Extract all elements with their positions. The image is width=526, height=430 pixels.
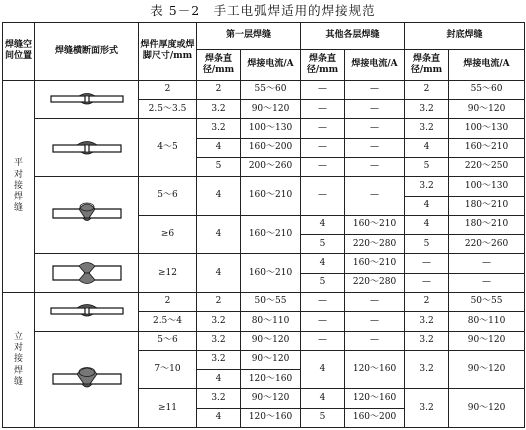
c1-16: 90～120 xyxy=(241,389,301,408)
c1-0: 55～60 xyxy=(241,80,301,99)
c3-8: 220～260 xyxy=(449,235,525,254)
header-diameter-2: 焊条直径/mm xyxy=(301,49,345,80)
d2-5: — xyxy=(301,177,345,216)
c2-0: — xyxy=(345,80,405,99)
thickness-11: 2 xyxy=(139,292,197,311)
d3-16: 3.2 xyxy=(405,389,449,428)
c3-0: 55～60 xyxy=(449,80,525,99)
c1-11: 50～55 xyxy=(241,292,301,311)
c2-2: — xyxy=(345,119,405,138)
c1-15: 120～160 xyxy=(241,370,301,389)
d2-10: 5 xyxy=(301,273,345,292)
c2-3: — xyxy=(345,138,405,157)
d1-4: 5 xyxy=(197,157,241,176)
thickness-9: ≥12 xyxy=(139,254,197,293)
d3-5: 3.2 xyxy=(405,177,449,196)
d1-12: 3.2 xyxy=(197,312,241,331)
thickness-14: 7～10 xyxy=(139,350,197,389)
section-drawing-flat-x-groove xyxy=(35,254,139,293)
d1-5: 4 xyxy=(197,177,241,216)
d1-1: 3.2 xyxy=(197,100,241,119)
header-diameter-1: 焊条直径/mm xyxy=(197,49,241,80)
c2-11: — xyxy=(345,292,405,311)
c2-17: 160～200 xyxy=(345,408,405,427)
c1-7: 160～210 xyxy=(241,215,301,254)
d1-16: 3.2 xyxy=(197,389,241,408)
d2-2: — xyxy=(301,119,345,138)
thickness-16: ≥11 xyxy=(139,389,197,428)
header-thickness: 焊件厚度或焊脚尺寸/mm xyxy=(139,23,197,81)
v-groove-vertical-icon xyxy=(39,344,135,414)
header-current-3: 焊接电流/A xyxy=(449,49,525,80)
d2-0: — xyxy=(301,80,345,99)
d2-14: 4 xyxy=(301,350,345,389)
d3-8: 5 xyxy=(405,235,449,254)
section-drawing-vertical-v-groove xyxy=(35,331,139,428)
header-section: 焊缝横断面形式 xyxy=(35,23,139,81)
butt-joint-vertical-icon xyxy=(39,297,135,327)
c3-2: 100～130 xyxy=(449,119,525,138)
c1-12: 80～110 xyxy=(241,312,301,331)
c2-5: — xyxy=(345,177,405,216)
d3-9: — xyxy=(405,254,449,273)
d1-7: 4 xyxy=(197,215,241,254)
d3-10: — xyxy=(405,273,449,292)
c3-9: — xyxy=(449,254,525,273)
d2-12: — xyxy=(301,312,345,331)
d3-4: 5 xyxy=(405,157,449,176)
c2-13: — xyxy=(345,331,405,350)
position-flat-label: 平 对 接 焊 缝 xyxy=(13,158,23,214)
d3-1: 3.2 xyxy=(405,100,449,119)
welding-spec-table xyxy=(2,22,525,428)
position-vertical-label: 立 对 接 焊 缝 xyxy=(13,331,23,387)
c2-10: 220～280 xyxy=(345,273,405,292)
c2-8: 220～280 xyxy=(345,235,405,254)
d3-11: 2 xyxy=(405,292,449,311)
d2-13: — xyxy=(301,331,345,350)
c3-7: 180～210 xyxy=(449,215,525,234)
c2-14: 120～160 xyxy=(345,350,405,389)
header-diameter-3: 焊条直径/mm xyxy=(405,49,449,80)
d3-6: 4 xyxy=(405,196,449,215)
d1-0: 2 xyxy=(197,80,241,99)
header-current-1: 焊接电流/A xyxy=(241,49,301,80)
thickness-1: 2.5～3.5 xyxy=(139,100,197,119)
c1-5: 160～210 xyxy=(241,177,301,216)
d3-3: 4 xyxy=(405,138,449,157)
d3-2: 3.2 xyxy=(405,119,449,138)
butt-joint-gap-icon xyxy=(39,128,135,168)
section-drawing-flat-thin xyxy=(35,80,139,119)
d3-12: 3.2 xyxy=(405,312,449,331)
c3-6: 180～210 xyxy=(449,196,525,215)
c3-14: 90～120 xyxy=(449,350,525,389)
d1-17: 4 xyxy=(197,408,241,427)
header-other-layers: 其他各层焊缝 xyxy=(301,23,405,50)
thickness-12: 2.5～4 xyxy=(139,312,197,331)
d2-8: 5 xyxy=(301,235,345,254)
d2-16: 4 xyxy=(301,389,345,408)
d2-9: 4 xyxy=(301,254,345,273)
thickness-2: 4～5 xyxy=(139,119,197,177)
header-position: 焊缝空间位置 xyxy=(3,23,35,81)
d1-9: 4 xyxy=(197,254,241,293)
c1-17: 120～160 xyxy=(241,408,301,427)
d1-15: 4 xyxy=(197,370,241,389)
table-caption: 表 5－2 手工电弧焊适用的焊接规范 xyxy=(150,3,376,18)
c1-13: 90～120 xyxy=(241,331,301,350)
section-drawing-flat-v-groove xyxy=(35,177,139,254)
butt-joint-thin-icon xyxy=(39,85,135,115)
c1-3: 160～200 xyxy=(241,138,301,157)
d2-7: 4 xyxy=(301,215,345,234)
section-drawing-flat-4-5 xyxy=(35,119,139,177)
d2-11: — xyxy=(301,292,345,311)
x-groove-joint-icon xyxy=(39,256,135,290)
thickness-7: ≥6 xyxy=(139,215,197,254)
c1-4: 200～260 xyxy=(241,157,301,176)
c2-12: — xyxy=(345,312,405,331)
v-groove-joint-icon xyxy=(39,185,135,245)
thickness-13: 5～6 xyxy=(139,331,197,350)
c2-7: 160～210 xyxy=(345,215,405,234)
header-first-layer: 第一层焊缝 xyxy=(197,23,301,50)
c3-4: 220～250 xyxy=(449,157,525,176)
d2-3: — xyxy=(301,138,345,157)
thickness-0: 2 xyxy=(139,80,197,99)
thickness-5: 5～6 xyxy=(139,177,197,216)
position-vertical xyxy=(3,292,35,427)
d3-0: 2 xyxy=(405,80,449,99)
c1-14: 90～120 xyxy=(241,350,301,369)
position-flat xyxy=(3,80,35,292)
c3-11: 50～55 xyxy=(449,292,525,311)
c1-2: 100～130 xyxy=(241,119,301,138)
c3-13: 90～120 xyxy=(449,331,525,350)
c1-9: 160～210 xyxy=(241,254,301,293)
d2-4: — xyxy=(301,157,345,176)
d3-7: 4 xyxy=(405,215,449,234)
header-seal: 封底焊缝 xyxy=(405,23,525,50)
c3-3: 160～210 xyxy=(449,138,525,157)
c1-1: 90～120 xyxy=(241,100,301,119)
c2-4: — xyxy=(345,157,405,176)
d1-2: 3.2 xyxy=(197,119,241,138)
c2-16: 120～160 xyxy=(345,389,405,408)
header-current-2: 焊接电流/A xyxy=(345,49,405,80)
d2-17: 5 xyxy=(301,408,345,427)
c3-1: 90～120 xyxy=(449,100,525,119)
c3-16: 90～120 xyxy=(449,389,525,428)
c2-9: 160～210 xyxy=(345,254,405,273)
c3-12: 80～110 xyxy=(449,312,525,331)
d3-14: 3.2 xyxy=(405,350,449,389)
section-drawing-vertical-thin xyxy=(35,292,139,331)
d1-11: 2 xyxy=(197,292,241,311)
c3-10: — xyxy=(449,273,525,292)
d2-1: — xyxy=(301,100,345,119)
d3-13: 3.2 xyxy=(405,331,449,350)
d1-13: 3.2 xyxy=(197,331,241,350)
c3-5: 100～130 xyxy=(449,177,525,196)
d1-3: 4 xyxy=(197,138,241,157)
d1-14: 3.2 xyxy=(197,350,241,369)
c2-1: — xyxy=(345,100,405,119)
